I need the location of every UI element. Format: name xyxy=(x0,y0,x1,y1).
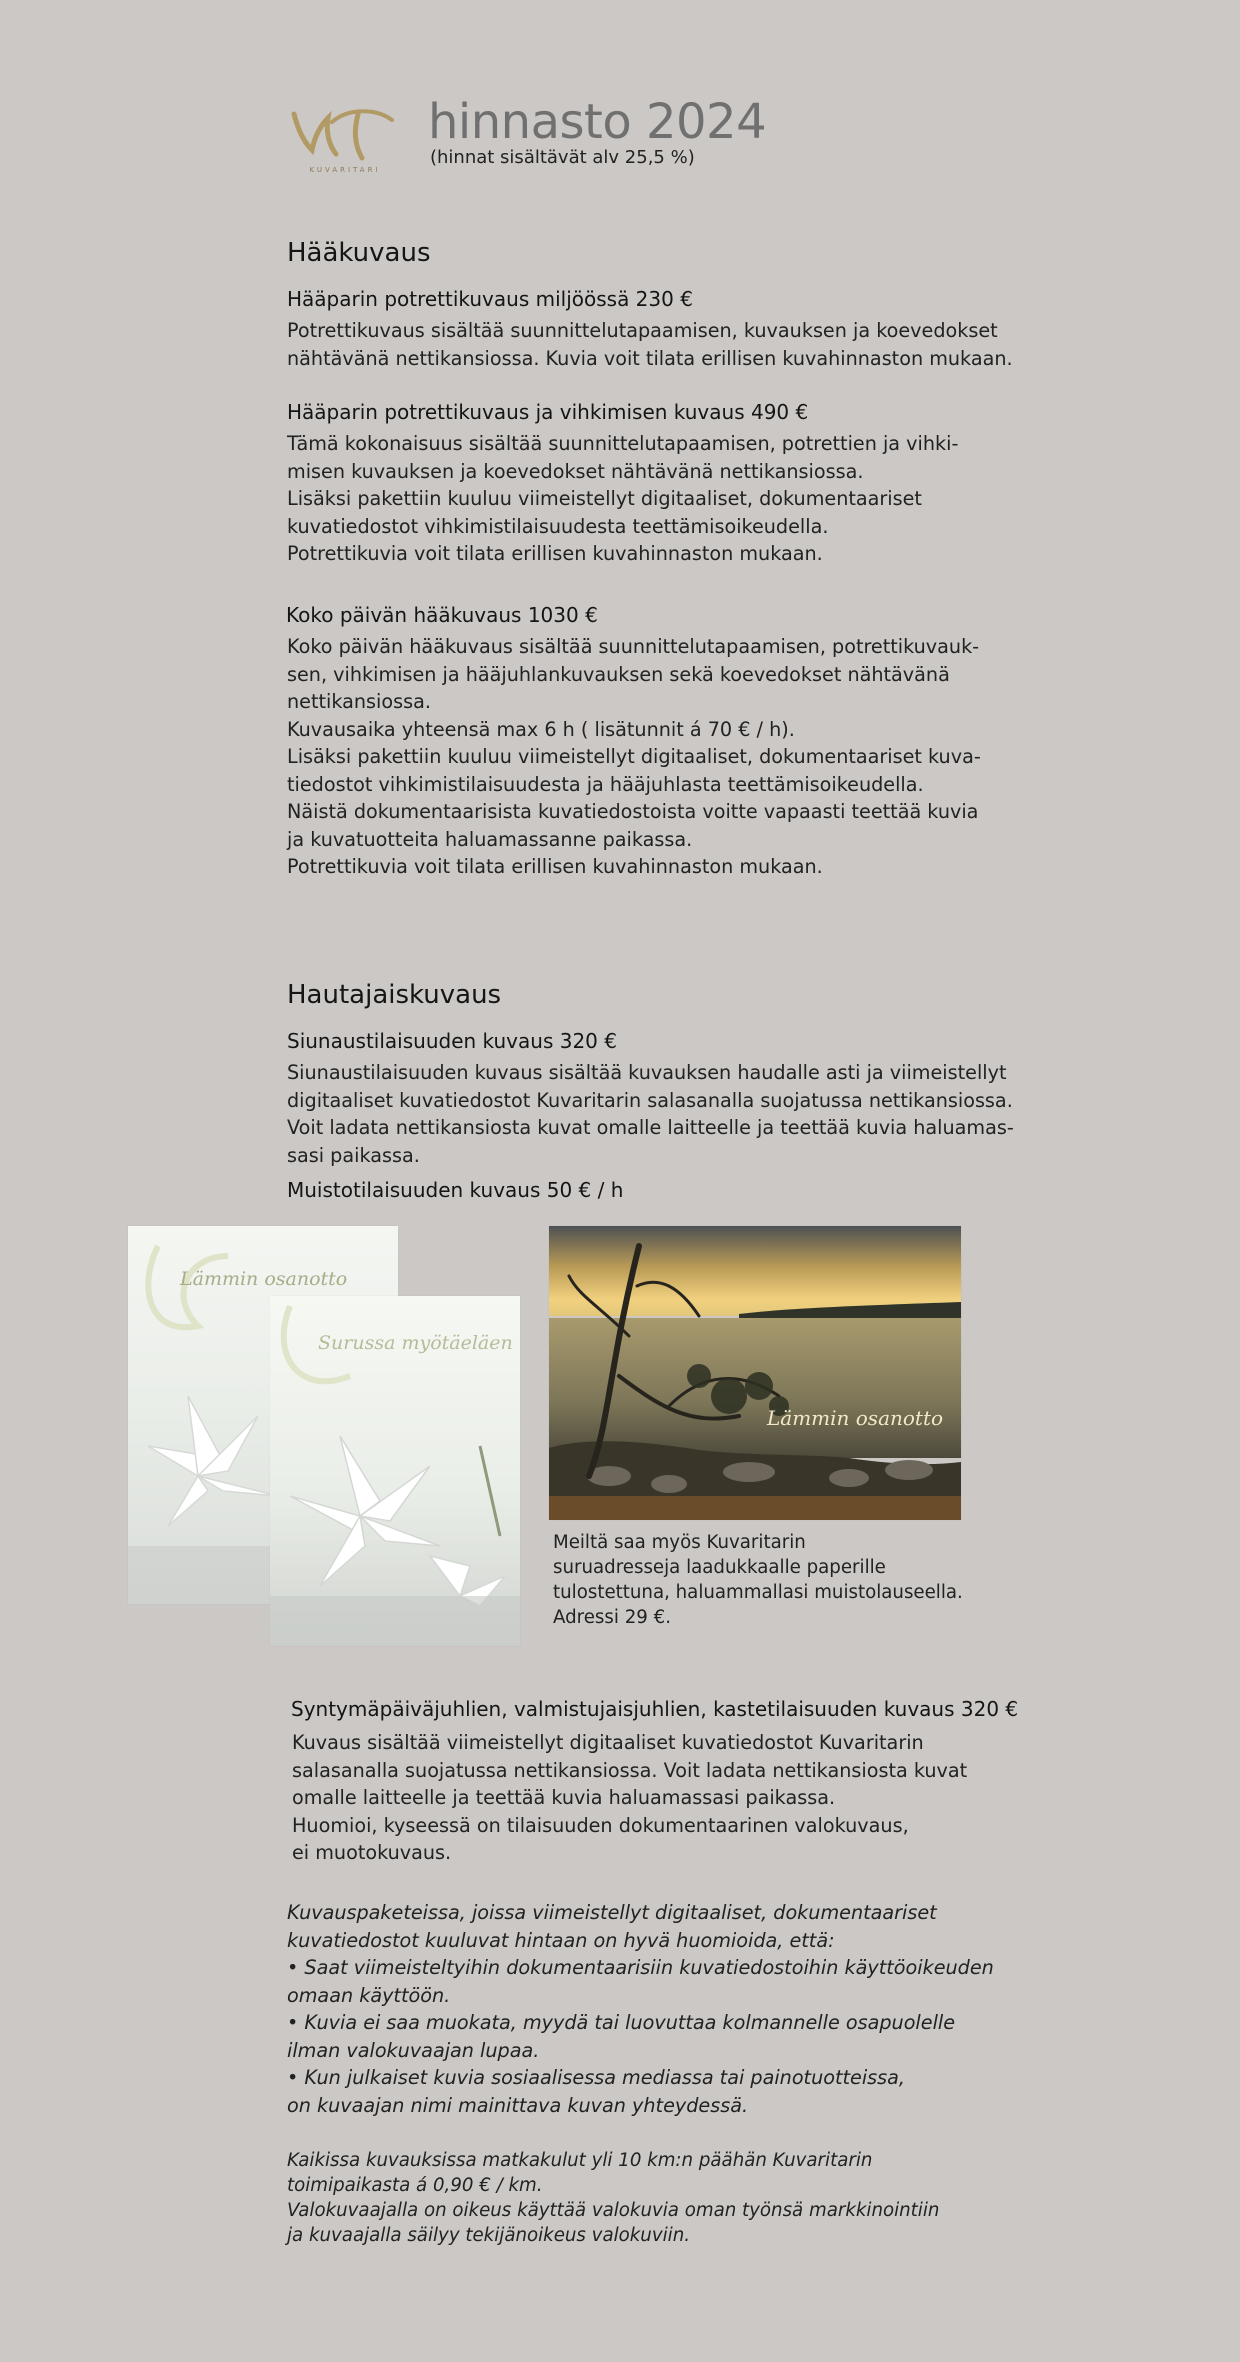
wedding-heading: Hääkuvaus xyxy=(287,238,431,268)
card-greeting: Lämmin osanotto xyxy=(767,1406,944,1430)
travel-costs-note: Kaikissa kuvauksissa matkakulut yli 10 km:n päähän Kuvaritarin toimipaikasta á 0,90 € / km. Valokuvaajalla on oikeus käyttää valokuvia oman työnsä markkinointiin ja kuvaajalla säilyy tekijänoikeus valokuviin. xyxy=(287,2150,940,2246)
usage-rights-note: Kuvauspaketeissa, joissa viimeistellyt digitaaliset, dokumentaariset kuvatiedostot kuuluvat hintaan on hyvä huomioida, että: • Saat viimeisteltyihin dokumentaarisiin kuvatiedostoihin käyttöoikeuden omaan käyttöön. • Kuvia ei saa muokata, myydä tai luovuttaa kolmannelle osapuolelle ilman valokuvaajan lupaa. • Kun julkaiset kuvia sosiaalisessa mediassa tai painotuotteissa, on kuvaajan nimi mainittava kuvan yhteydessä. xyxy=(287,1901,994,2117)
events-title: Syntymäpäiväjuhlien, valmistujaisjuhlien, kastetilaisuuden kuvaus 320 € xyxy=(291,1697,1019,1721)
package-title: Koko päivän hääkuvaus 1030 € xyxy=(286,603,598,627)
funeral-heading: Hautajaiskuvaus xyxy=(287,980,502,1010)
card-greeting: Surussa myötäeläen xyxy=(318,1332,513,1354)
card-greeting: Lämmin osanotto xyxy=(180,1268,348,1290)
blessing-title: Siunaustilaisuuden kuvaus 320 € xyxy=(287,1029,617,1053)
condolence-card-lily-2 xyxy=(270,1296,520,1646)
package-description: Koko päivän hääkuvaus sisältää suunnittelutapaamisen, potrettikuvauk- sen, vihkimisen ja hääjuhlankuvauksen sekä koevedokset nähtävänä nettikansiossa. Kuvausaika yhteensä max 6 h ( lisätunnit á 70 € / h). Lisäksi pakettiin kuuluu viimeistellyt digitaaliset, dokumentaariset kuva- tiedostot vihkimistilaisuudesta ja hääjuhlasta teettämisoikeudella. Näistä dokumentaarisista kuvatiedostoista voitte vapaasti teettää kuvia ja kuvatuotteita haluamassanne paikassa. Potrettikuvia voit tilata erillisen kuvahinnaston mukaan. xyxy=(287,635,981,878)
address-description: Meiltä saa myös Kuvaritarin suruadresseja laadukkaalle paperille tulostettuna, haluammallasi muistolauseella. Adressi 29 €. xyxy=(553,1532,963,1628)
logo-text: KUVARITARI xyxy=(309,166,381,174)
page-title: hinnasto 2024 xyxy=(428,94,767,150)
blessing-description: Siunaustilaisuuden kuvaus sisältää kuvauksen haudalle asti ja viimeistellyt digitaaliset kuvatiedostot Kuvaritarin salasanalla suojatussa nettikansiossa. Voit ladata nettikansiosta kuvat omalle laitteelle ja teettää kuvia haluamas- sasi paikassa. xyxy=(287,1061,1014,1167)
package-title: Hääparin potrettikuvaus miljöössä 230 € xyxy=(287,287,693,311)
package-description: Potrettikuvaus sisältää suunnittelutapaamisen, kuvauksen ja koevedokset nähtävänä nettikansiossa. Kuvia voit tilata erillisen kuvahinnaston mukaan. xyxy=(287,319,1013,370)
condolence-card-landscape xyxy=(549,1226,961,1520)
package-description: Tämä kokonaisuus sisältää suunnittelutapaamisen, potrettien ja vihki- misen kuvauksen ja koevedokset nähtävänä nettikansiossa. Lisäksi pakettiin kuuluu viimeistellyt digitaaliset, dokumentaariset kuvatiedostot vihkimistilaisuudesta teettämisoikeudella. Potrettikuvia voit tilata erillisen kuvahinnaston mukaan. xyxy=(287,432,959,565)
package-title: Hääparin potrettikuvaus ja vihkimisen kuvaus 490 € xyxy=(287,400,809,424)
page-subtitle: (hinnat sisältävät alv 25,5 %) xyxy=(430,147,695,168)
memorial-title: Muistotilaisuuden kuvaus 50 € / h xyxy=(287,1178,624,1202)
events-description: Kuvaus sisältää viimeistellyt digitaaliset kuvatiedostot Kuvaritarin salasanalla suojatussa nettikansiossa. Voit ladata nettikansiosta kuvat omalle laitteelle ja teettää kuvia haluamassasi paikassa. Huomioi, kyseessä on tilaisuuden dokumentaarinen valokuvaus, ei muotokuvaus. xyxy=(292,1731,968,1864)
